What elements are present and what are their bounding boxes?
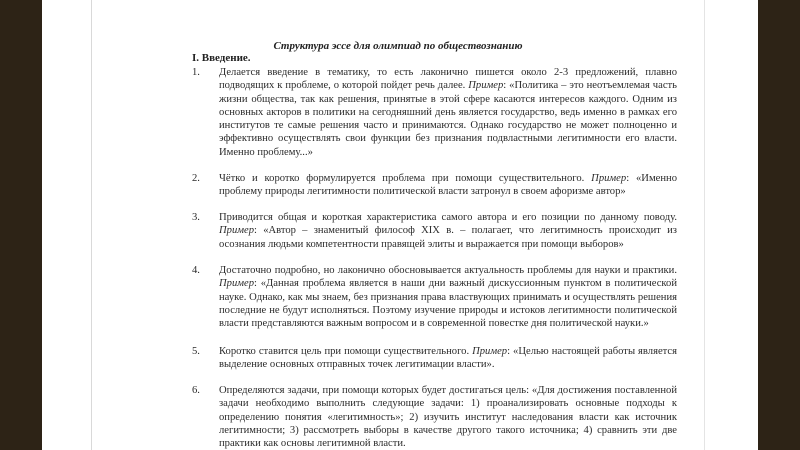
dark-frame-right [758, 0, 800, 450]
item-number: 3. [192, 212, 200, 223]
item-text: Достаточно подробно, но лаконично обосновывается актуальность проблемы для науки и практики. [219, 265, 677, 276]
item-text: Делается введение в тематику, то есть лаконично пишется около 2-3 предложений, плавно подводящих к проблеме, о которой пойдет речь далее. [219, 67, 677, 92]
item-number: 2. [192, 173, 200, 184]
item-text: Приводится общая и короткая характеристика самого автора и его позиции по данному поводу. [219, 212, 677, 223]
item-text: Определяются задачи, при помощи которых будет достигаться цель: «Для достижения поставленной задачи необходимо выполнить следующие задачи: 1) проанализировать основные подходы к определению понятия «легитимность»; 2) изучить институт наследования власти как источник легитимности; 3) рассмотреть выборы в качестве другого такого источника; 4) сравнить эти две практики как основы легитимной власти. [219, 385, 677, 450]
example-label: Пример [472, 346, 508, 357]
example-label: Пример [219, 278, 255, 290]
document-page [92, 0, 704, 450]
example-text: : «Автор – знаменитый философ XIX в. – полагает, что легитимность происходит из осознания людьми компетентности правящей элиты и выражается при помощи выборов» [219, 225, 677, 250]
example-text: : «Данная проблема является в наши дни важный дискуссионным пунктом в политической науке. Однако, как мы знаем, без признания права властвующих принимать и осуществлять решения последние не будут исполняться. Поэтому изучение природы и истоков легитимности политической власти представляются важным вопросом и в современной повестке дня политической науки.» [219, 278, 677, 330]
dark-frame-left [0, 0, 42, 450]
example-text: : «Именно проблему природы легитимности политической власти затронул в своем афоризме автор» [219, 173, 677, 198]
list-item [192, 172, 677, 199]
list-item [192, 66, 677, 159]
list-item [192, 211, 677, 251]
example-label: Пример [591, 173, 627, 184]
item-number: 4. [192, 265, 200, 276]
item-text: Коротко ставится цель при помощи существительного. [219, 346, 470, 357]
example-text: : «Целью настоящей работы является выделение основных отправных точек легитимации власти». [219, 346, 677, 371]
section-heading: I. Введение. [192, 52, 251, 64]
example-label: Пример [468, 80, 504, 92]
document-title: Структура эссе для олимпиад по обществознанию [273, 40, 523, 52]
item-number: 5. [192, 346, 200, 357]
example-label: Пример [219, 225, 255, 237]
list-item [192, 384, 677, 450]
item-text: Чётко и коротко формулируется проблема при помощи существительного. [219, 173, 585, 184]
list-item [192, 264, 677, 330]
list-item [192, 345, 677, 372]
item-number: 6. [192, 385, 200, 396]
item-number: 1. [192, 67, 200, 78]
example-text: : «Политика – это неотъемлемая часть жизни общества, так как решения, принятые в этой сфере касаются интересов каждого. Одним из основных акторов в политики на сегодняшний день является государство, ведь именно в рамках его институтов те самые решения часто и принимаются. Однако государство не может полноценно и эффективно осуществлять свои функции без признания подвластными легитимности его власти. Именно проблему...» [219, 80, 677, 158]
